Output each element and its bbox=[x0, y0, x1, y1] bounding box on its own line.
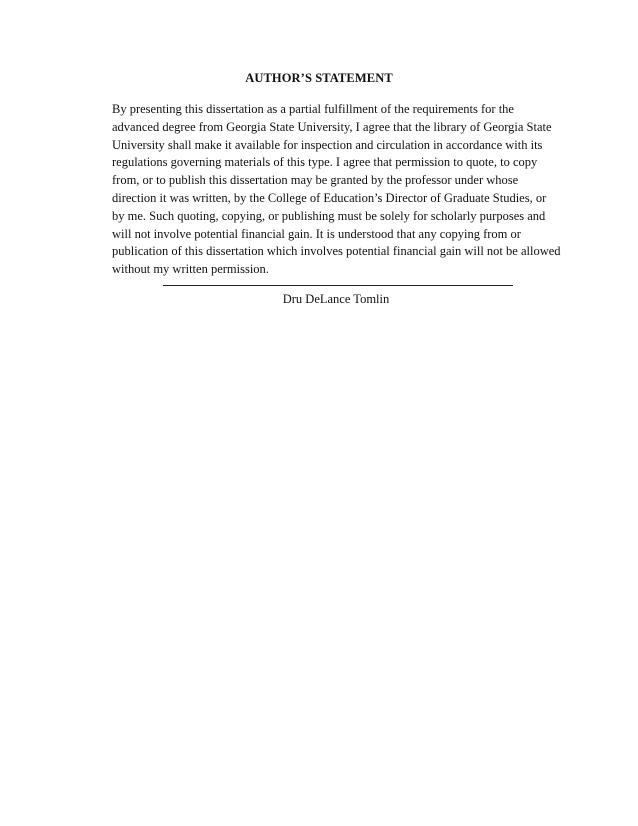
paragraph-line: By presenting this dissertation as a partial fulfillment of the requirements for the bbox=[112, 102, 514, 116]
signature-name: Dru DeLance Tomlin bbox=[282, 292, 390, 306]
paragraph-line: by me. Such quoting, copying, or publishing must be solely for scholarly purposes and bbox=[112, 208, 546, 223]
paragraph-line: advanced degree from Georgia State University, I agree that the library of Georgia State bbox=[112, 119, 552, 134]
statement-paragraph bbox=[112, 101, 572, 279]
paragraph-line: direction it was written, by the College of Education’s Director of Graduate Studies, or bbox=[112, 190, 547, 205]
paragraph-line: without my written permission. bbox=[112, 262, 269, 277]
page-title: AUTHOR’S STATEMENT bbox=[245, 71, 393, 85]
paragraph-line: regulations governing materials of this type. I agree that permission to quote, to copy bbox=[112, 155, 538, 170]
paragraph-line: from, or to publish this dissertation may be granted by the professor under whose bbox=[112, 173, 519, 188]
paragraph-line: publication of this dissertation which involves potential financial gain will not be allowed bbox=[112, 244, 561, 259]
paragraph-line: will not involve potential financial gain. It is understood that any copying from or bbox=[112, 226, 521, 241]
signature-line bbox=[163, 285, 513, 286]
paragraph-line: University shall make it available for inspection and circulation in accordance with its bbox=[112, 137, 543, 152]
